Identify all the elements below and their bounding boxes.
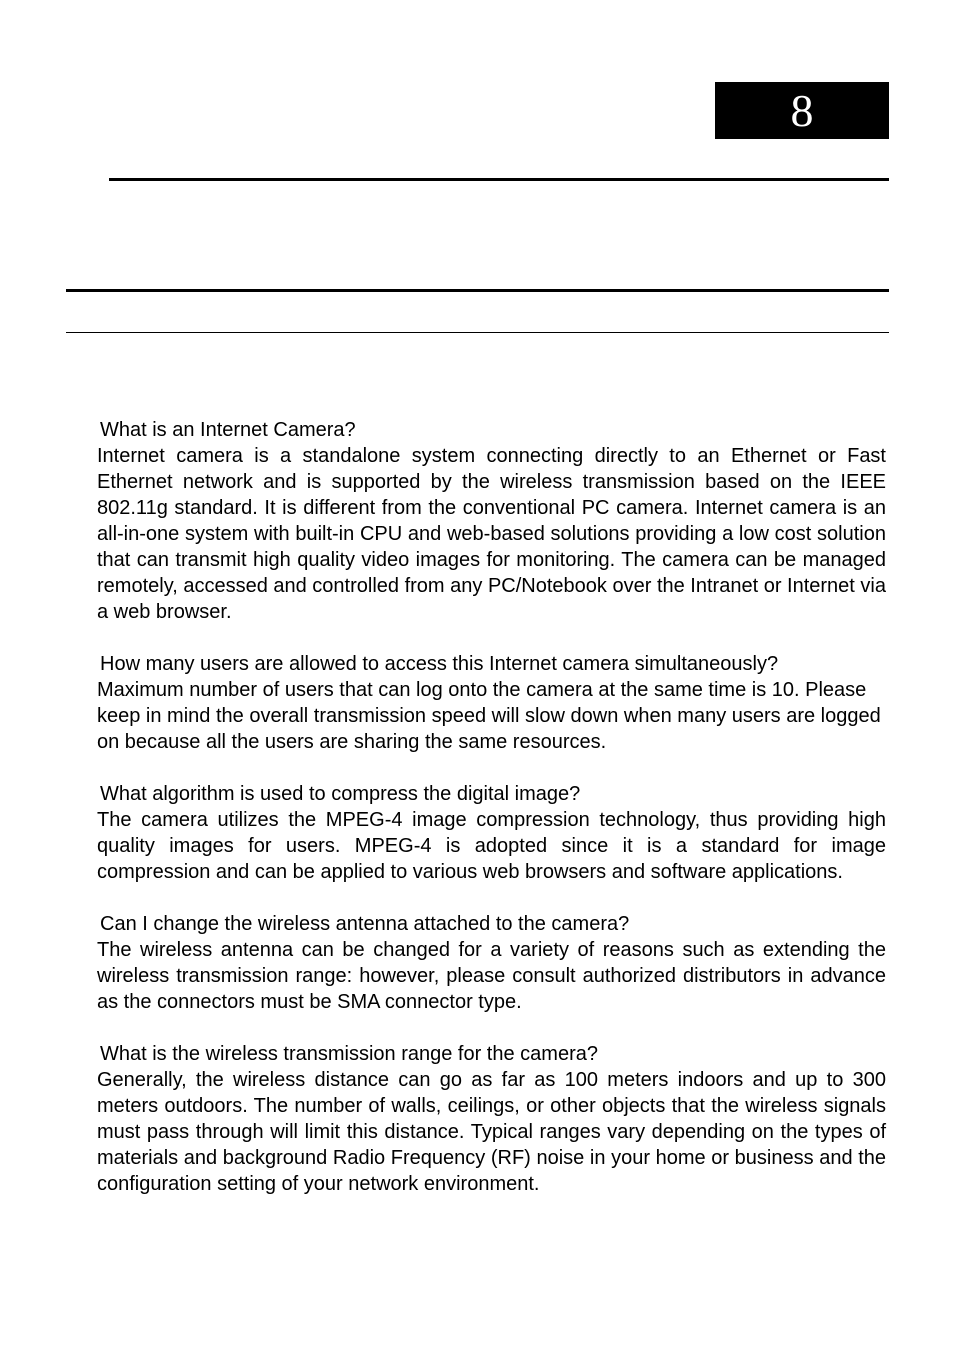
faq-answer: Generally, the wireless distance can go as far as 100 meters indoors and up to 300 meters outdoors. The number of walls, ceilings, or other objects that the wireless signals must pass through will limit this distance. Typical ranges vary depending on the types of materials and background Radio Frequency (RF) noise in your home or business and the configuration setting of your network environment. bbox=[97, 1069, 886, 1195]
faq-question: What algorithm is used to compress the digital image? bbox=[100, 783, 581, 805]
faq-answer: The wireless antenna can be changed for a variety of reasons such as extending the wireless transmission range: however, please consult authorized distributors in advance as the connectors must be SMA connector type. bbox=[97, 939, 886, 1013]
faq-question: What is an Internet Camera? bbox=[100, 419, 356, 441]
faq-item bbox=[97, 781, 886, 885]
chapter-number: 8 bbox=[790, 85, 814, 136]
faq-answer: The camera utilizes the MPEG-4 image compression technology, thus providing high quality images for users. MPEG-4 is adopted since it is a standard for image compression and can be applied to various web browsers and software applications. bbox=[97, 809, 886, 883]
faq-section bbox=[97, 417, 886, 1223]
faq-item bbox=[97, 911, 886, 1015]
faq-question: What is the wireless transmission range for the camera? bbox=[100, 1043, 598, 1065]
faq-answer: Internet camera is a standalone system connecting directly to an Ethernet or Fast Ethernet network and is supported by the wireless transmission based on the IEEE 802.11g standard. It is different from the conventional PC camera. Internet camera is an all-in-one system with built-in CPU and web-based solutions providing a low cost solution that can transmit high quality video images for monitoring. The camera can be managed remotely, accessed and controlled from any PC/Notebook over the Intranet or Internet via a web browser. bbox=[97, 445, 886, 623]
chapter-number-badge bbox=[715, 82, 889, 139]
header-rule-top bbox=[109, 178, 889, 181]
header-rule-middle bbox=[66, 289, 889, 292]
header-rule-thin bbox=[66, 332, 889, 333]
faq-item bbox=[97, 417, 886, 625]
faq-question: How many users are allowed to access this Internet camera simultaneously? bbox=[100, 653, 779, 675]
faq-answer: Maximum number of users that can log onto the camera at the same time is 10. Please keep in mind the overall transmission speed will slow down when many users are logged on because all the users are sharing the same resources. bbox=[97, 679, 881, 753]
faq-item bbox=[97, 651, 886, 755]
faq-question: Can I change the wireless antenna attached to the camera? bbox=[100, 913, 630, 935]
faq-item bbox=[97, 1041, 886, 1197]
